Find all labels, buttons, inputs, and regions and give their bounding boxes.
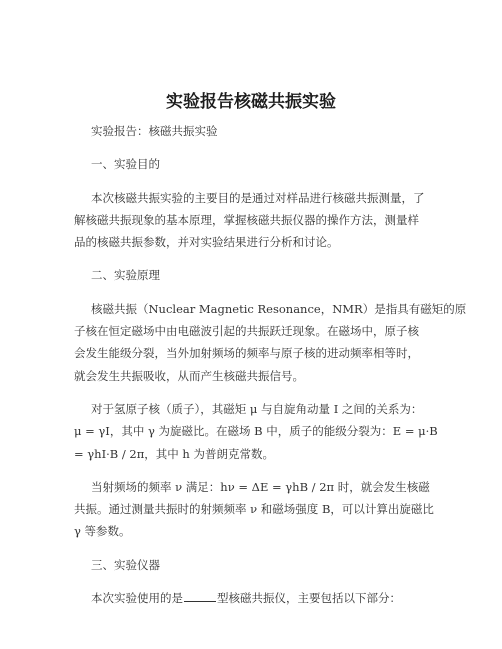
section-1-heading: 一、实验目的 xyxy=(91,157,160,172)
paragraph-line xyxy=(74,587,436,609)
paragraph-line: μ = γI，其中 γ 为旋磁比。在磁场 B 中，质子的能级分裂为：E = μ·B xyxy=(74,424,438,439)
text-after-blank: 型核磁共振仪，主要包括以下部分： xyxy=(217,591,401,606)
section-3-heading: 三、实验仪器 xyxy=(91,557,160,572)
paragraph-line: 核磁共振（Nuclear Magnetic Resonance，NMR）是指具有磁矩的原 xyxy=(91,301,467,316)
paragraph-line: 品的核磁共振参数，并对实验结果进行分析和讨论。 xyxy=(74,235,339,250)
fill-in-blank xyxy=(184,588,216,602)
document-title: 实验报告核磁共振实验 xyxy=(166,92,336,112)
paragraph-line: 会发生能级分裂，当外加射频场的频率与原子核的进动频率相等时， xyxy=(74,346,419,361)
paragraph-line: γ 等参数。 xyxy=(74,524,131,539)
document-body xyxy=(74,120,467,609)
paragraph-line: 解核磁共振现象的基本原理，掌握核磁共振仪器的操作方法，测量样 xyxy=(74,212,419,227)
paragraph-line: 对于氢原子核（质子），其磁矩 μ 与自旋角动量 I 之间的关系为： xyxy=(91,401,423,416)
paragraph-line: 当射频场的频率 ν 满足：hν = ΔE = γhB / 2π 时，就会发生核磁 xyxy=(91,479,430,494)
section-1-paragraph xyxy=(74,187,436,254)
section-2-paragraph-1 xyxy=(74,298,467,387)
paragraph-line: 本次核磁共振实验的主要目的是通过对样品进行核磁共振测量，了 xyxy=(91,190,425,205)
section-2-paragraph-2 xyxy=(74,398,436,465)
paragraph-line: 就会发生共振吸收，从而产生核磁共振信号。 xyxy=(74,368,304,383)
section-2-paragraph-3 xyxy=(74,476,436,543)
text-before-blank: 本次实验使用的是 xyxy=(91,591,183,606)
paragraph-line: 子核在恒定磁场中由电磁波引起的共振跃迁现象。在磁场中，原子核 xyxy=(74,324,419,339)
section-2-heading: 二、实验原理 xyxy=(91,268,160,283)
report-subtitle: 实验报告：核磁共振实验 xyxy=(91,124,218,138)
paragraph-line: = γhI·B / 2π，其中 h 为普朗克常数。 xyxy=(74,446,274,461)
section-3-paragraph xyxy=(74,587,436,609)
paragraph-line: 共振。通过测量共振时的射频频率 ν 和磁场强度 B，可以计算出旋磁比 xyxy=(74,502,434,517)
